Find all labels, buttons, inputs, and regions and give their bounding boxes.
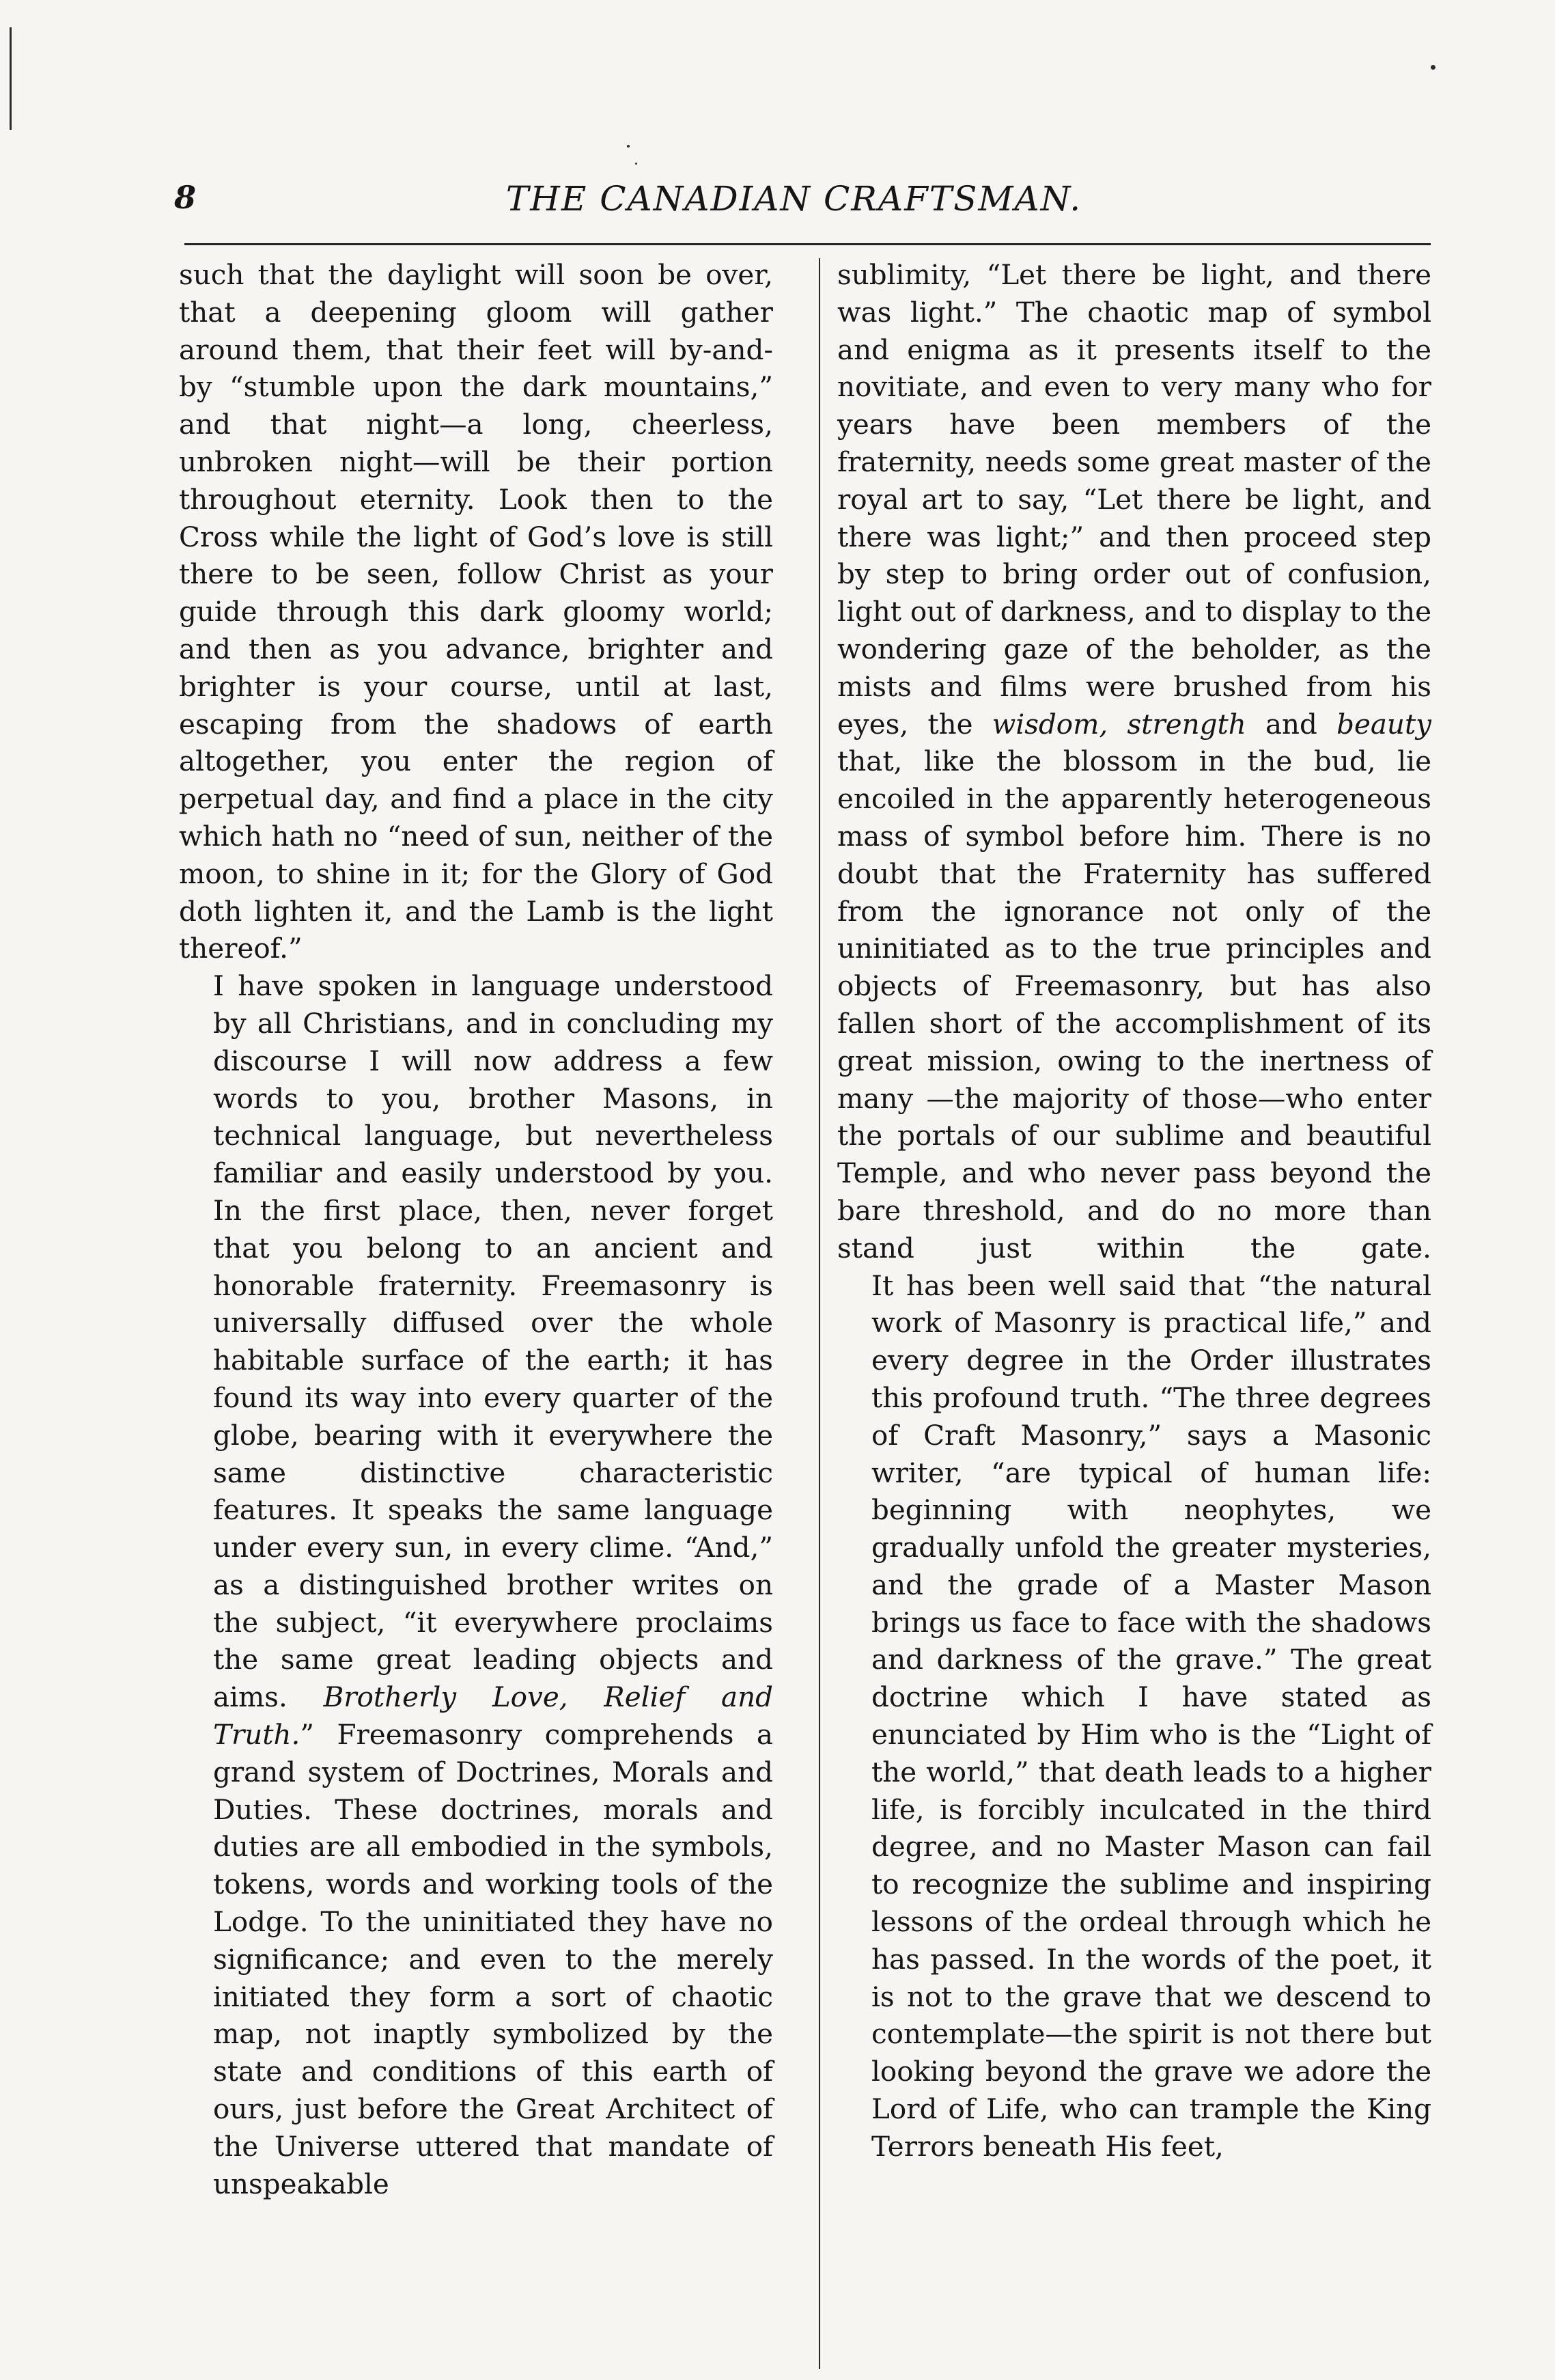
italic-phrase: Brotherly Love, Relief and Truth. — [213, 1680, 773, 1752]
scan-speck — [627, 145, 630, 148]
italic-phrase: beauty — [1336, 707, 1431, 741]
left-column — [179, 256, 773, 2202]
scan-margin-mark — [10, 27, 12, 130]
paragraph: It has been well said that “the natural work of Masonry is practical life,” and every degree in the Order illustrates this profound truth. “The three degrees of Craft Masonry,” says a Masonic writer, “are typical of human life: beginning with neophytes, we gradually unfold the greater mysteries, and the grade of a Master Mason brings us face to face with the shadows and darkness of the grave.” The great doctrine which I have stated as enunciated by Him who is the “Light of the world,” that death leads to a higher life, is forcibly inculcated in the third degree, and no Master Mason can fail to recognize the sublime and inspiring lessons of the ordeal through which he has passed. In the words of the poet, it is not to the grave that we descend to contemplate—the spirit is not there but looking beyond the grave we adore the Lord of Life, who can trample the King Terrors beneath His feet, — [871, 1269, 1431, 2163]
italic-phrase: wisdom, strength — [992, 707, 1246, 741]
scan-speck — [635, 163, 637, 165]
column-divider — [819, 258, 820, 2369]
page-number: 8 — [174, 179, 197, 216]
running-header — [167, 179, 1420, 227]
paragraph: such that the daylight will soon be over, that a deepening gloom will gather around them, that their feet will by-and-by “stumble upon the dark mountains,” and that night—a long, cheerless, unbroken night—will be their portion throughout eternity. Look then to the Cross while the light of God’s love is still there to be seen, follow Christ as your guide through this dark gloomy world; and then as you advance, brighter and brighter is your course, until at last, escaping from the shadows of earth altogether, you enter the region of perpetual day, and find a place in the city which hath no “need of sun, neither of the moon, to shine in it; for the Glory of God doth lighten it, and the Lamb is the light thereof.” — [179, 258, 773, 965]
header-rule — [184, 243, 1431, 245]
paragraph: I have spoken in language understood by all Christians, and in concluding my discourse I will now address a few words to you, brother Masons, in technical language, but nevertheless familiar and easily understood by you. — [213, 969, 773, 1190]
right-column — [837, 256, 1431, 2165]
paragraph: sublimity, “Let there be light, and there was light.” The chaotic map of symbol and enigma as it presents itself to the novitiate, and even to very many who for years have been members of the fraternity, needs some great master of the royal art to say, “Let there be light, and there was light;” and then proceed step by step to bring order out of confusion, light out of darkness, and to display to the wondering gaze of the beholder, as the mists and films were brushed from his eyes, the wisdom, strength and beauty that, like the blossom in the bud, lie encoiled in the apparently heterogeneous mass of symbol before him. There is no doubt that the Fraternity has suffered from the ignorance not only of the uninitiated as to the true principles and objects of Freemasonry, but has also fallen short of the accomplishment of its great mission, owing to the inertness of many —the majority of those—who enter the portals of our sublime and beautiful Temple, and who never pass beyond the bare threshold, and do no more than stand just within the gate. — [837, 258, 1431, 1264]
paragraph: In the first place, then, never forget that you belong to an ancient and honorable fraternity. Freemasonry is universally diffused over the whole habitable surface of the earth; it has found its way into every quarter of the globe, bearing with it everywhere the same distinctive characteristic features. It speaks the same language under every sun, in every clime. “And,” as a distinguished brother writes on the subject, “it everywhere proclaims the same great leading objects and aims. Brotherly Love, Relief and Truth.” Freemasonry comprehends a grand system of Doctrines, Morals and Duties. These doctrines, morals and duties are all embodied in the symbols, tokens, words and working tools of the Lodge. To the uninitiated they have no significance; and even to the merely initiated they form a sort of chaotic map, not inaptly symbolized by the state and conditions of this earth of ours, just before the Great Architect of the Universe uttered that mandate of unspeakable — [213, 1193, 773, 2200]
scan-speck — [1431, 65, 1435, 70]
running-title: THE CANADIAN CRAFTSMAN. — [505, 179, 1082, 219]
